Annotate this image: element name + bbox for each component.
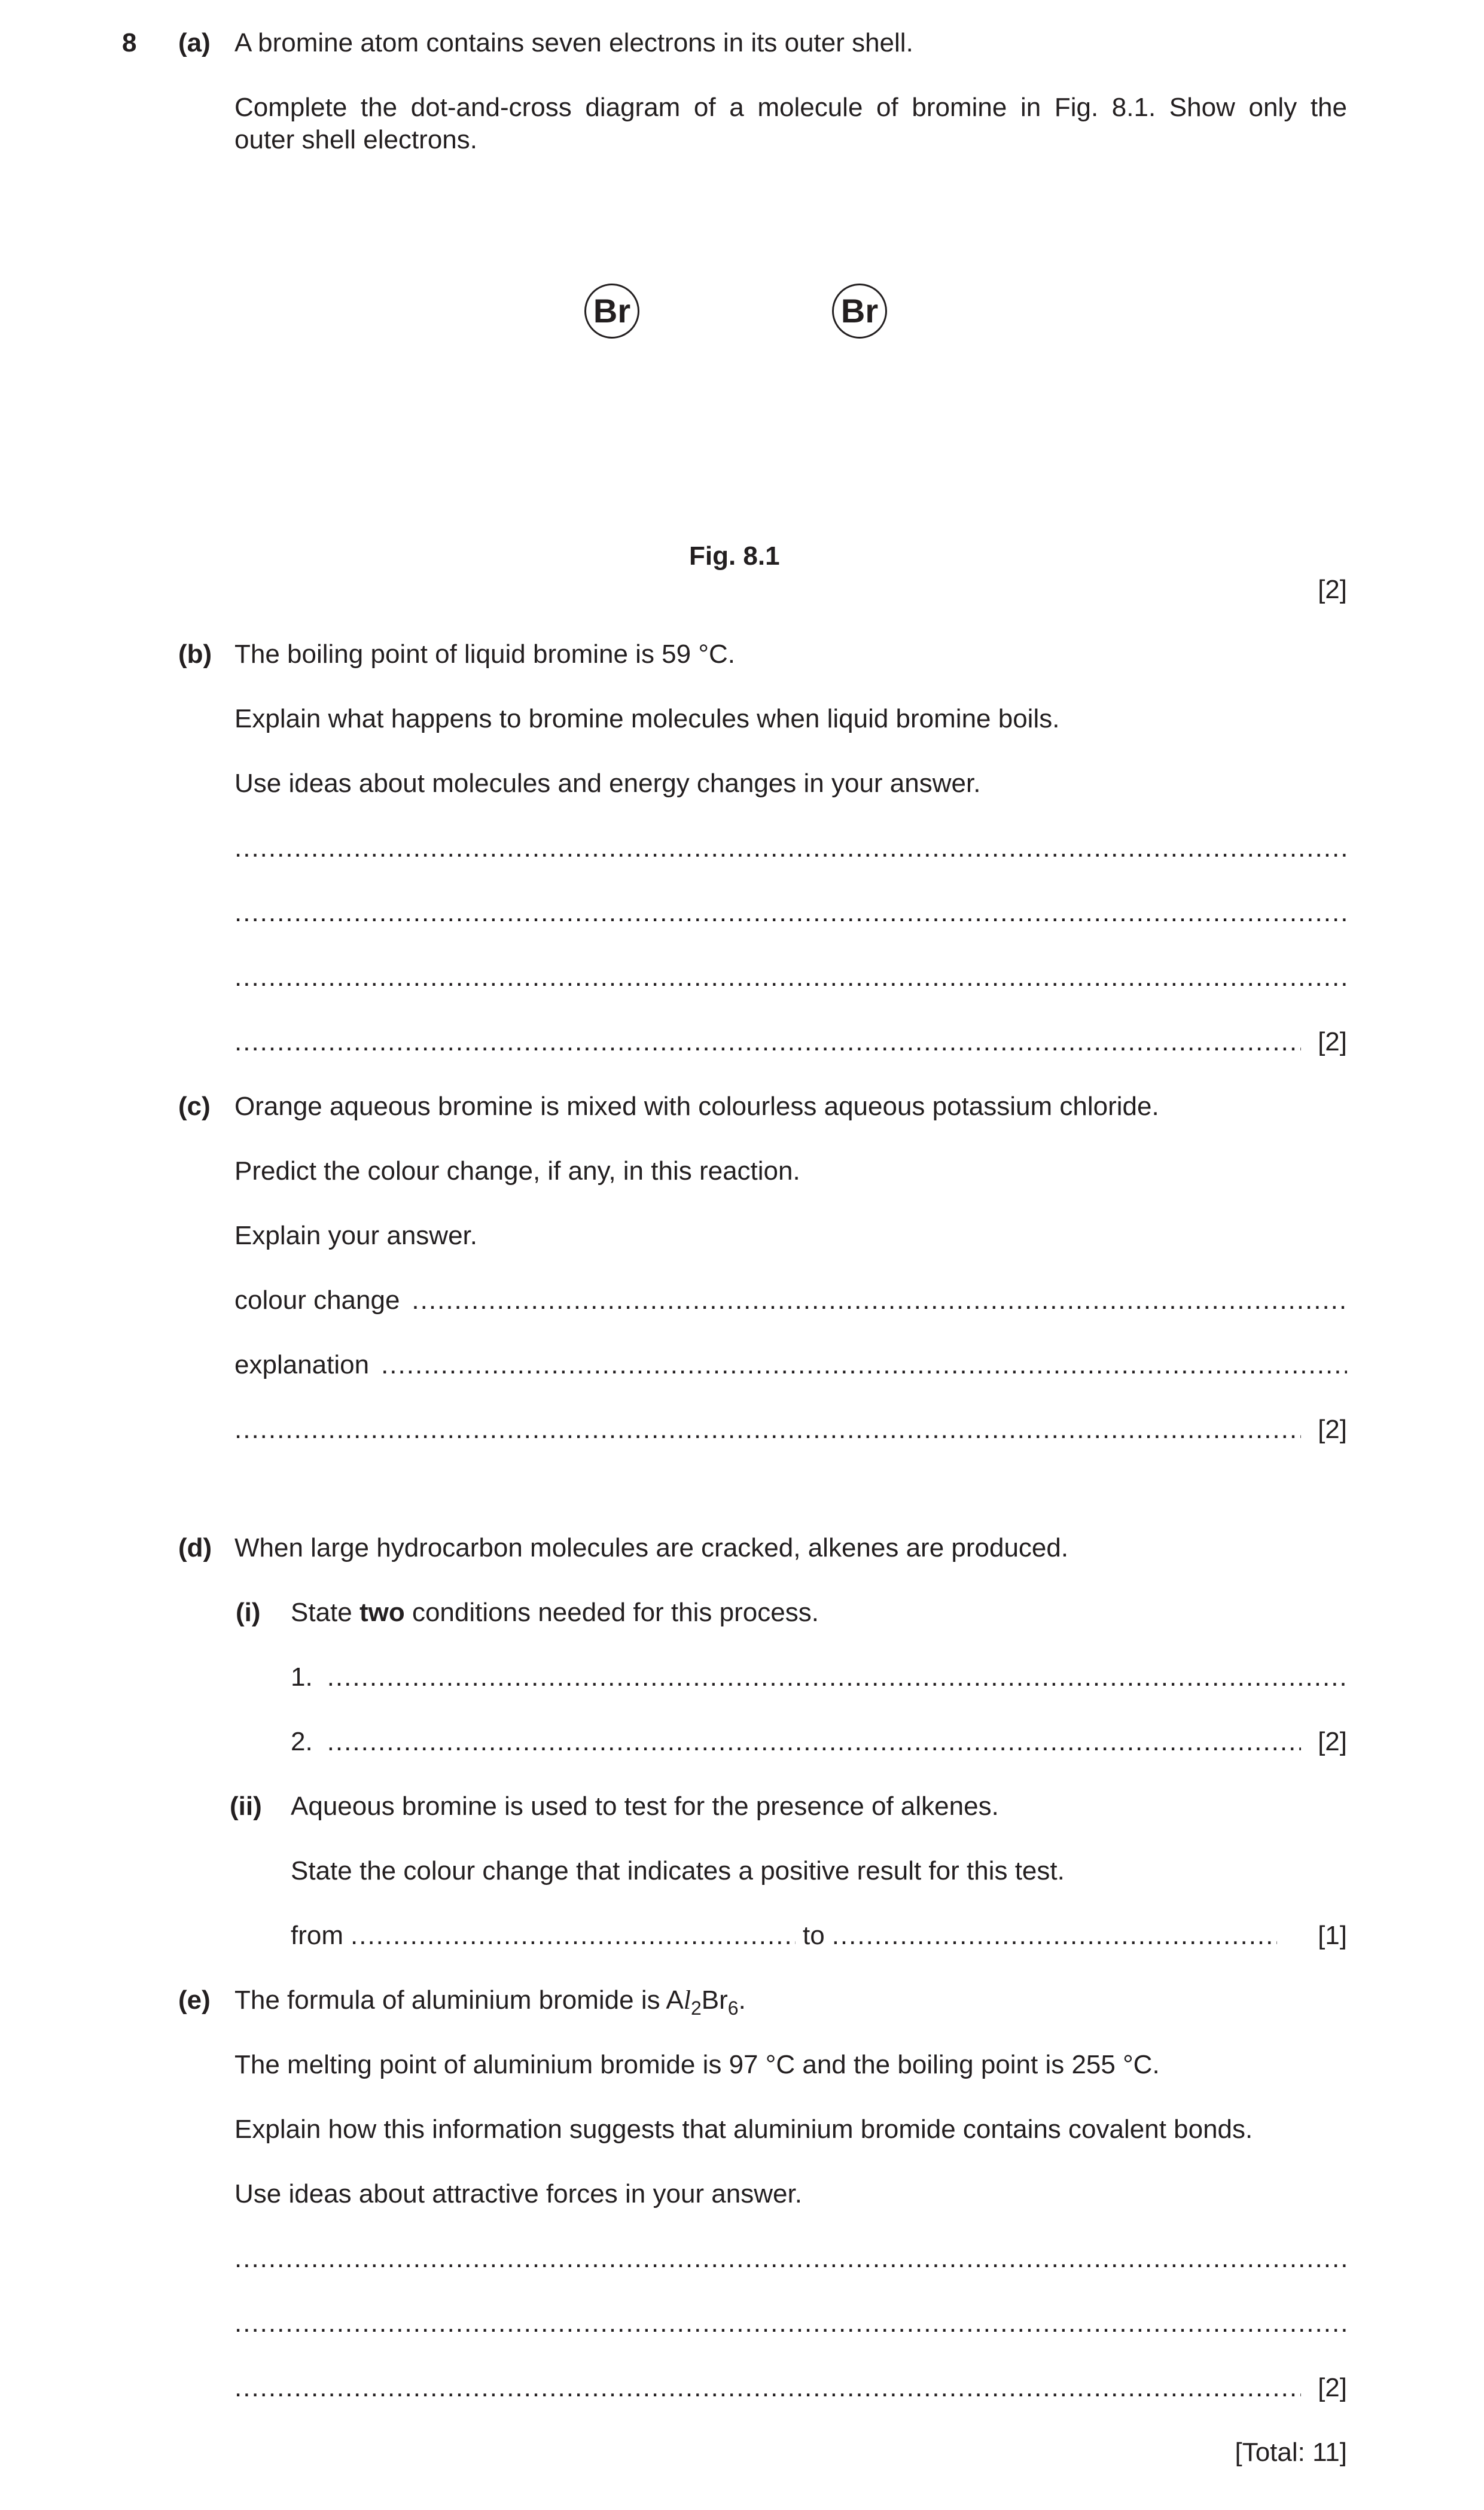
part-e-label: (e) xyxy=(178,1985,211,2015)
from-answer-blank[interactable] xyxy=(351,1923,796,1949)
part-a-text: A bromine atom contains seven electrons in its outer shell. xyxy=(234,28,913,57)
condition-1-answer[interactable] xyxy=(291,1664,1347,1690)
emphasis-two: two xyxy=(359,1598,405,1627)
to-label: to xyxy=(803,1921,825,1950)
part-c-text3: Explain your answer. xyxy=(234,1221,477,1250)
part-e-text3: Explain how this information suggests that aluminium bromide contains covalent bonds. xyxy=(234,2115,1253,2144)
part-e-formula-text: The formula of aluminium bromide is $Al_2Br_6$. xyxy=(234,1985,746,2019)
condition-1-number: 1. xyxy=(291,1662,313,1692)
colour-change-label: colour change xyxy=(234,1286,400,1315)
part-e-text2: The melting point of aluminium bromide is 97 °C and the boiling point is 255 °C. xyxy=(234,2050,1160,2079)
part-a-instruction-line1: Complete the dot-and-cross diagram of a molecule of bromine in Fig. 8.1. Show only the xyxy=(234,93,1347,122)
colour-change-test-answer[interactable] xyxy=(291,1923,1347,1949)
colour-change-answer[interactable] xyxy=(234,1287,1347,1314)
part-b-text3: Use ideas about molecules and energy changes in your answer. xyxy=(234,769,981,798)
part-b-answer-line-4[interactable] xyxy=(234,1029,1347,1055)
condition-2-answer[interactable] xyxy=(291,1729,1347,1755)
part-d-ii-text2: State the colour change that indicates a positive result for this test. xyxy=(291,1856,1065,1885)
explanation-answer[interactable] xyxy=(234,1352,1347,1378)
part-e-answer-line-1[interactable] xyxy=(234,2246,1347,2272)
part-e-text4: Use ideas about attractive forces in your answer. xyxy=(234,2179,802,2209)
part-d-text1: When large hydrocarbon molecules are cracked, alkenes are produced. xyxy=(234,1533,1069,1562)
part-c-marks: [2] xyxy=(1318,1415,1347,1444)
part-d-ii-label: (ii) xyxy=(230,1792,262,1821)
part-b-answer-line-1[interactable] xyxy=(234,835,1347,861)
part-c-text1: Orange aqueous bromine is mixed with colourless aqueous potassium chloride. xyxy=(234,1092,1159,1121)
part-e-answer-line-3[interactable] xyxy=(234,2375,1347,2401)
part-c-answer-line-3[interactable] xyxy=(234,1417,1347,1443)
bromine-atom-right: Br xyxy=(832,284,887,339)
part-b-text1: The boiling point of liquid bromine is 59 °C. xyxy=(234,639,735,669)
part-d-ii-marks: [1] xyxy=(1318,1921,1347,1950)
part-a-label: (a) xyxy=(178,28,211,57)
to-answer-blank[interactable] xyxy=(832,1923,1277,1949)
part-c-label: (c) xyxy=(178,1092,211,1121)
bromine-atom-left: Br xyxy=(584,284,639,339)
explanation-label: explanation xyxy=(234,1350,370,1379)
figure-caption: Fig. 8.1 xyxy=(689,541,780,571)
part-d-i-text: State two conditions needed for this process. xyxy=(291,1598,819,1627)
part-d-i-marks: [2] xyxy=(1318,1727,1347,1756)
part-b-label: (b) xyxy=(178,639,212,669)
part-b-text2: Explain what happens to bromine molecules when liquid bromine boils. xyxy=(234,704,1060,733)
part-d-label: (d) xyxy=(178,1533,212,1562)
question-number: 8 xyxy=(122,28,137,57)
part-a-instruction-line2: outer shell electrons. xyxy=(234,125,477,154)
total-marks: [Total: 11] xyxy=(1235,2438,1347,2467)
condition-2-number: 2. xyxy=(291,1727,313,1756)
part-e-answer-line-2[interactable] xyxy=(234,2310,1347,2337)
part-a-marks: [2] xyxy=(1318,575,1347,604)
part-d-ii-text1: Aqueous bromine is used to test for the presence of alkenes. xyxy=(291,1792,999,1821)
part-c-text2: Predict the colour change, if any, in this reaction. xyxy=(234,1156,800,1186)
from-label: from xyxy=(291,1921,343,1950)
part-b-answer-line-3[interactable] xyxy=(234,964,1347,991)
part-d-i-label: (i) xyxy=(236,1598,261,1627)
part-e-marks: [2] xyxy=(1318,2373,1347,2402)
part-b-marks: [2] xyxy=(1318,1027,1347,1056)
part-b-answer-line-2[interactable] xyxy=(234,900,1347,926)
